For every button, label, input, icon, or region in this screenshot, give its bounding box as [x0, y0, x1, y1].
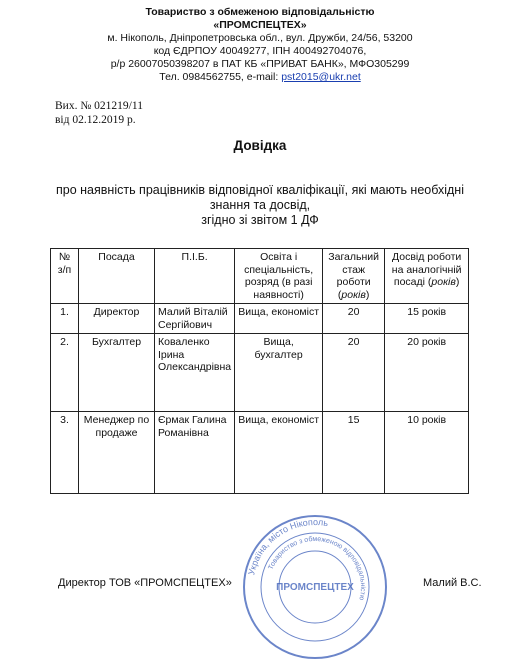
header-name: П.І.Б.	[155, 249, 235, 304]
subtitle-line-2: знання та досвід,	[209, 198, 311, 212]
company-contacts	[0, 71, 520, 84]
row-similar-experience: 15 років	[385, 304, 469, 334]
subtitle-line-1: про наявність працівників відповідної кваліфікації, які мають необхідні	[56, 183, 464, 197]
row-position: Бухгалтер	[79, 334, 155, 412]
company-bank: р/р 26007050398207 в ПАТ КБ «ПРИВАТ БАНК», МФО305299	[110, 58, 410, 70]
table-row	[51, 334, 469, 412]
table-row	[51, 304, 469, 334]
stamp-center-text: ПРОМСПЕЦТЕХ	[276, 582, 354, 593]
row-education: Вища, економіст	[235, 304, 323, 334]
email-link[interactable]: pst2015@ukr.net	[281, 71, 361, 83]
row-num: 3.	[51, 412, 79, 494]
row-total-experience: 20	[323, 304, 385, 334]
row-num: 2.	[51, 334, 79, 412]
signature-name: Малий В.С.	[423, 577, 482, 589]
row-similar-experience: 10 років	[385, 412, 469, 494]
header-position: Посада	[79, 249, 155, 304]
row-name: Коваленко Ірина Олександрівна	[155, 334, 235, 412]
row-name: Малий Віталій Сергійович	[155, 304, 235, 334]
company-codes: код ЄДРПОУ 40049277, ІПН 400492704076,	[153, 45, 367, 57]
row-num: 1.	[51, 304, 79, 334]
header-num: № з/п	[51, 249, 79, 304]
row-total-experience: 15	[323, 412, 385, 494]
document-title: Довідка	[233, 138, 287, 153]
row-education: Вища, економіст	[235, 412, 323, 494]
row-total-experience: 20	[323, 334, 385, 412]
header-similar-experience: Досвід роботи на аналогічній посаді (років)	[385, 249, 469, 304]
header-total-experience: Загальний стаж роботи (років)	[323, 249, 385, 304]
row-similar-experience: 20 років	[385, 334, 469, 412]
company-legal-form: Товариство з обмеженою відповідальністю	[145, 6, 375, 18]
company-stamp	[240, 512, 390, 662]
company-address: м. Нікополь, Дніпропетровська обл., вул. Дружби, 24/56, 53200	[107, 32, 413, 44]
phone-label: Тел. 0984562755, e-mail:	[159, 71, 282, 83]
stamp-outer-text: Україна, місто Нікополь	[246, 516, 329, 576]
staff-table	[50, 248, 469, 494]
row-position: Менеджер по продаже	[79, 412, 155, 494]
row-name: Єрмак Галина Романівна	[155, 412, 235, 494]
stamp-inner-text: Товариство з обмеженою відповідальністю	[267, 535, 367, 601]
table-header-row	[51, 249, 469, 304]
company-name: «ПРОМСПЕЦТЕХ»	[213, 19, 307, 31]
signature-position: Директор ТОВ «ПРОМСПЕЦТЕХ»	[58, 577, 232, 589]
subtitle-line-3: згідно зі звітом 1 ДФ	[201, 213, 319, 227]
row-education: Вища, бухгалтер	[235, 334, 323, 412]
header-education: Освіта і спеціальність, розряд (в разі наявності)	[235, 249, 323, 304]
table-row	[51, 412, 469, 494]
row-position: Директор	[79, 304, 155, 334]
outgoing-number: Вих. № 021219/11	[55, 100, 143, 112]
outgoing-date: від 02.12.2019 р.	[55, 114, 136, 126]
